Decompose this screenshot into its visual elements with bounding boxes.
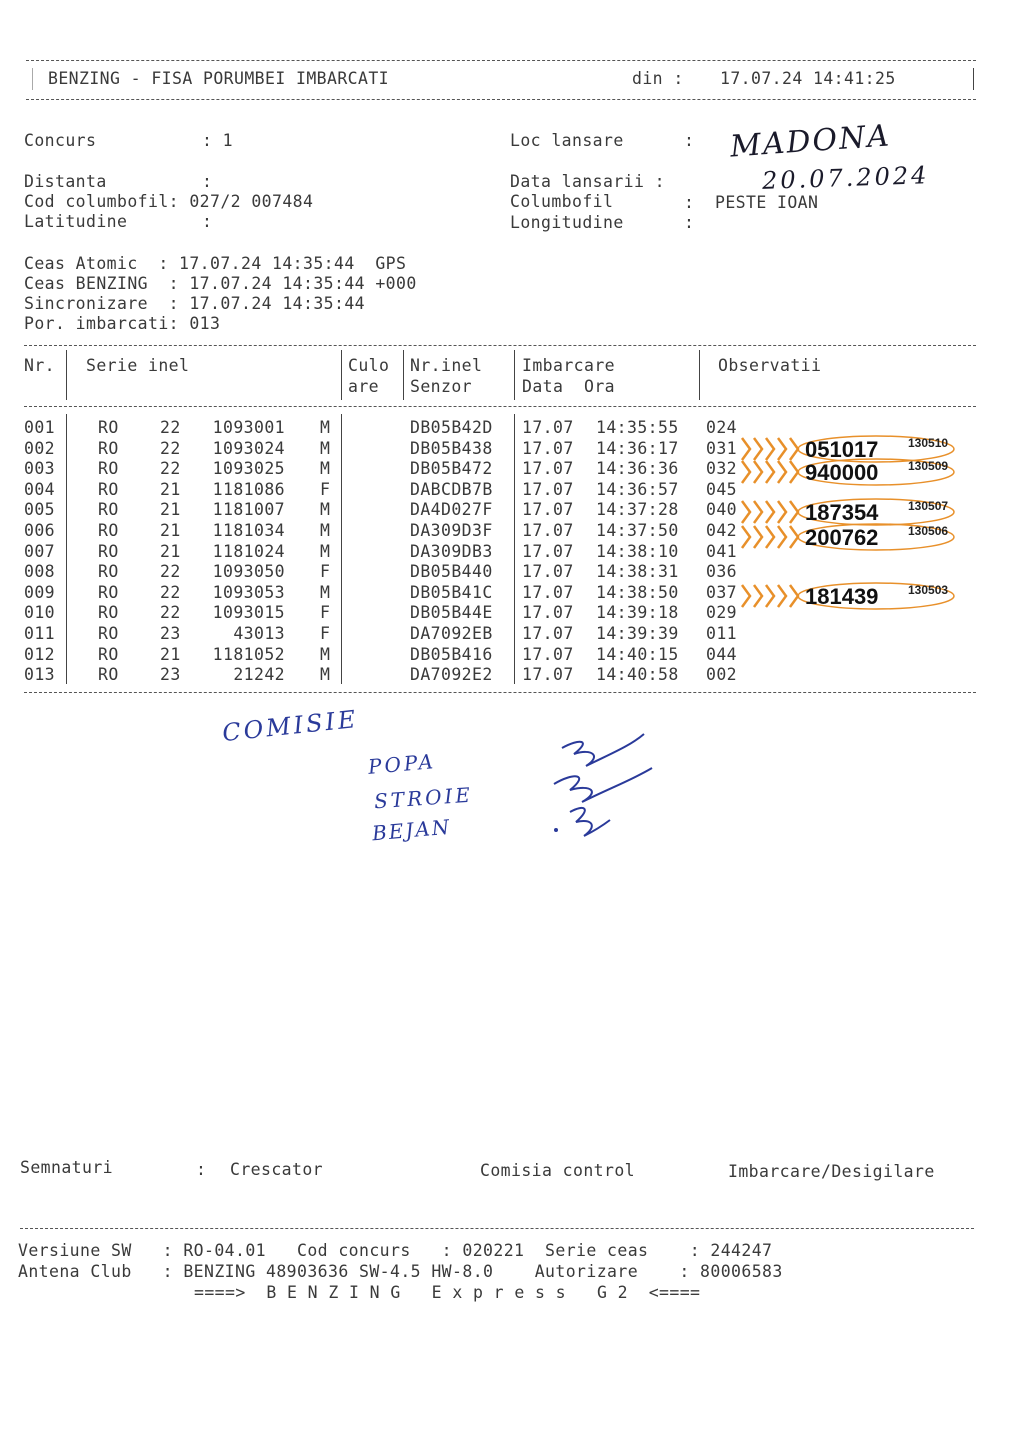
loc-lansare-label: Loc lansare	[510, 131, 624, 150]
handwritten-comisie: COMISIE	[220, 704, 360, 748]
crescator-label: Crescator	[230, 1160, 324, 1179]
cell-sensor: DB05B438	[410, 438, 493, 458]
cell-obs: 041	[706, 541, 738, 561]
cell-date: 17.07	[522, 644, 574, 664]
cell-sensor: DA309D3F	[410, 521, 493, 540]
cod-columbofil: Cod columbofil: 027/2 007484	[24, 192, 314, 211]
table-header-bottom-border	[24, 406, 976, 407]
cell-sensor: DABCDB7B	[410, 479, 493, 499]
cell-sensor: DA7092EB	[410, 624, 493, 643]
cell-obs: 036	[706, 562, 738, 582]
cell-year: 22	[160, 438, 181, 458]
th-culoare-1: Culo	[348, 356, 390, 375]
cell-country: RO	[98, 644, 119, 664]
cell-obs: 037	[706, 582, 738, 602]
distanta-value: :	[202, 172, 213, 191]
sticker-code: 130509	[908, 459, 949, 473]
cell-obs: 044	[706, 644, 738, 664]
table-row	[0, 665, 1024, 686]
cell-sensor: DB05B42D	[410, 418, 493, 437]
cell-sex: M	[320, 521, 331, 540]
distanta-label: Distanta	[24, 172, 107, 191]
cell-nr: 003	[24, 459, 56, 479]
cell-time: 14:39:18	[596, 603, 679, 623]
cell-country: RO	[98, 624, 119, 643]
cell-country: RO	[98, 500, 119, 520]
cell-date: 17.07	[522, 562, 574, 582]
latitudine-label: Latitudine	[24, 212, 128, 231]
sticker-number: 200762	[805, 525, 879, 550]
cell-sex: F	[320, 479, 331, 499]
signatures-drawn	[540, 726, 670, 876]
sticker-number: 940000	[805, 460, 879, 485]
cell-ring: 1093053	[212, 582, 285, 602]
cell-sex: M	[320, 459, 331, 479]
sticker-code: 130506	[908, 524, 949, 538]
handwritten-name-1: POPA	[367, 749, 437, 779]
cell-time: 14:38:50	[596, 582, 679, 602]
cell-date: 17.07	[522, 438, 574, 458]
table-bottom-border	[24, 692, 976, 693]
header-left-border	[32, 68, 33, 90]
por-imbarcati: Por. imbarcati: 013	[24, 314, 221, 333]
cell-time: 14:38:31	[596, 562, 679, 582]
cell-ring: 1093024	[212, 438, 285, 458]
cell-sex: M	[320, 418, 331, 437]
cell-obs: 024	[706, 418, 738, 437]
handwritten-name-3: BEJAN	[371, 814, 453, 846]
header-bottom-border	[26, 99, 976, 100]
comisia-label: Comisia control	[480, 1161, 636, 1180]
th-nr: Nr.	[24, 356, 56, 375]
cell-nr: 008	[24, 562, 56, 582]
cell-obs: 045	[706, 479, 738, 499]
th-nrinel-2: Senzor	[410, 377, 473, 396]
cell-time: 14:36:17	[596, 438, 679, 458]
cell-ring: 1093015	[212, 603, 285, 623]
columbofil-label: Columbofil	[510, 192, 614, 211]
seal-sticker	[738, 522, 976, 552]
cell-nr: 012	[24, 644, 56, 664]
cell-date: 17.07	[522, 418, 574, 437]
th-imbarcare-2: Data Ora	[522, 377, 616, 396]
cell-sex: F	[320, 624, 331, 643]
cell-year: 22	[160, 562, 181, 582]
cell-year: 21	[160, 541, 181, 561]
th-observatii: Observatii	[718, 356, 822, 375]
col-divider-culo	[403, 350, 404, 400]
cell-obs: 002	[706, 665, 738, 685]
data-lansarii-label: Data lansarii :	[510, 172, 666, 191]
doc-title: BENZING - FISA PORUMBEI IMBARCATI	[48, 69, 390, 88]
cell-date: 17.07	[522, 603, 574, 623]
cell-country: RO	[98, 418, 119, 437]
cell-sex: M	[320, 665, 331, 685]
cell-obs: 040	[706, 500, 738, 520]
cell-sensor: DB05B440	[410, 562, 493, 582]
cell-nr: 006	[24, 521, 56, 540]
cell-time: 14:36:36	[596, 459, 679, 479]
cell-ring: 1181007	[212, 500, 285, 520]
cell-ring: 1181086	[212, 479, 285, 499]
cell-year: 21	[160, 644, 181, 664]
cell-date: 17.07	[522, 521, 574, 540]
cell-nr: 005	[24, 500, 56, 520]
cell-country: RO	[98, 603, 119, 623]
cell-sex: M	[320, 500, 331, 520]
cell-sensor: DA4D027F	[410, 500, 493, 520]
cell-time: 14:39:39	[596, 624, 679, 643]
cell-country: RO	[98, 479, 119, 499]
handwritten-name-2: STROIE	[373, 782, 474, 814]
concurs-label: Concurs	[24, 131, 97, 150]
data-lansarii-handwritten: 20.07.2024	[761, 161, 930, 195]
cell-date: 17.07	[522, 582, 574, 602]
sincronizare: Sincronizare : 17.07.24 14:35:44	[24, 294, 366, 313]
cell-ring: 1181024	[212, 541, 285, 561]
cell-nr: 013	[24, 665, 56, 685]
cell-year: 21	[160, 521, 181, 540]
longitudine-label: Longitudine	[510, 213, 624, 232]
cell-sex: F	[320, 603, 331, 623]
cell-sex: M	[320, 644, 331, 664]
loc-lansare-handwritten: MADONA	[728, 118, 892, 165]
cell-sex: M	[320, 582, 331, 602]
th-serie: Serie inel	[86, 356, 190, 375]
cell-nr: 002	[24, 438, 56, 458]
cell-time: 14:37:28	[596, 500, 679, 520]
footer-top-border	[20, 1228, 974, 1229]
th-nrinel-1: Nr.inel	[410, 356, 483, 375]
cell-obs: 042	[706, 521, 738, 540]
cell-ring: 1181034	[212, 521, 285, 540]
cell-sensor: DB05B416	[410, 644, 493, 664]
cell-nr: 001	[24, 418, 56, 437]
footer-brand: ====> B E N Z I N G E x p r e s s G 2 <====	[194, 1283, 701, 1302]
columbofil-value: : PESTE IOAN	[684, 193, 819, 212]
sticker-code: 130510	[908, 436, 949, 450]
cell-sensor: DB05B472	[410, 459, 493, 479]
cell-time: 14:40:58	[596, 665, 679, 685]
cell-sex: F	[320, 562, 331, 582]
cell-time: 14:35:55	[596, 418, 679, 437]
cell-date: 17.07	[522, 541, 574, 561]
cell-date: 17.07	[522, 665, 574, 685]
cell-country: RO	[98, 459, 119, 479]
cell-year: 21	[160, 479, 181, 499]
cell-year: 22	[160, 582, 181, 602]
cell-country: RO	[98, 582, 119, 602]
th-imbarcare-1: Imbarcare	[522, 356, 616, 375]
cell-time: 14:36:57	[596, 479, 679, 499]
sticker-number: 187354	[805, 500, 879, 525]
table-row	[0, 645, 1024, 666]
cell-ring: 43013	[233, 624, 285, 643]
table-top-border	[24, 345, 976, 346]
cell-country: RO	[98, 665, 119, 685]
table-row	[0, 624, 1024, 645]
cell-ring: 21242	[233, 665, 285, 685]
cell-nr: 009	[24, 582, 56, 602]
cell-sensor: DA7092E2	[410, 665, 493, 685]
cell-country: RO	[98, 438, 119, 458]
header-top-border	[26, 60, 976, 61]
semnaturi-sep: :	[196, 1160, 207, 1179]
cell-nr: 011	[24, 624, 56, 643]
cell-time: 14:38:10	[596, 541, 679, 561]
th-culoare-2: are	[348, 377, 380, 396]
cell-ring: 1093050	[212, 562, 285, 582]
cell-sensor: DA309DB3	[410, 541, 493, 561]
imbarcare-label: Imbarcare/Desigilare	[728, 1162, 935, 1181]
cell-nr: 007	[24, 541, 56, 561]
cell-sex: M	[320, 438, 331, 458]
cell-obs: 031	[706, 438, 738, 458]
cell-year: 22	[160, 418, 181, 437]
ceas-atomic: Ceas Atomic : 17.07.24 14:35:44 GPS	[24, 254, 407, 273]
sticker-number: 181439	[805, 584, 879, 609]
cell-country: RO	[98, 541, 119, 561]
col-divider-senzor	[514, 350, 515, 400]
cell-date: 17.07	[522, 624, 574, 643]
footer-version: Versiune SW : RO-04.01 Cod concurs : 020221 Serie ceas : 244247	[18, 1241, 773, 1260]
cell-year: 22	[160, 459, 181, 479]
seal-sticker	[738, 457, 976, 487]
cell-country: RO	[98, 521, 119, 540]
seal-sticker	[738, 581, 976, 611]
cell-date: 17.07	[522, 479, 574, 499]
concurs-value: : 1	[202, 131, 234, 150]
cell-country: RO	[98, 562, 119, 582]
latitudine-value: :	[202, 212, 213, 231]
print-datetime: 17.07.24 14:41:25	[720, 69, 896, 88]
table-row	[0, 562, 1024, 583]
semnaturi-label: Semnaturi	[20, 1158, 114, 1177]
cell-ring: 1093025	[212, 459, 285, 479]
sticker-code: 130503	[908, 583, 949, 597]
col-divider-serie	[341, 350, 342, 400]
cell-sex: M	[320, 541, 331, 561]
cell-date: 17.07	[522, 500, 574, 520]
cell-obs: 011	[706, 624, 738, 643]
header-right-border	[973, 68, 974, 90]
cell-year: 21	[160, 500, 181, 520]
cell-ring: 1093001	[212, 418, 285, 437]
ceas-benzing: Ceas BENZING : 17.07.24 14:35:44 +000	[24, 274, 417, 293]
cell-ring: 1181052	[212, 644, 285, 664]
cell-year: 23	[160, 624, 181, 643]
longitudine-value: :	[684, 213, 695, 232]
cell-nr: 004	[24, 479, 56, 499]
footer-antena: Antena Club : BENZING 48903636 SW-4.5 HW-8.0 Autorizare : 80006583	[18, 1262, 783, 1281]
din-label: din :	[632, 69, 684, 88]
cell-time: 14:40:15	[596, 644, 679, 664]
cell-year: 23	[160, 665, 181, 685]
cell-obs: 032	[706, 459, 738, 479]
cell-obs: 029	[706, 603, 738, 623]
cell-time: 14:37:50	[596, 521, 679, 540]
cell-year: 22	[160, 603, 181, 623]
sticker-code: 130507	[908, 499, 949, 513]
sticker-number: 051017	[805, 437, 879, 462]
cell-sensor: DB05B44E	[410, 603, 493, 623]
cell-sensor: DB05B41C	[410, 582, 493, 602]
col-divider-imbarcare	[699, 350, 700, 400]
cell-date: 17.07	[522, 459, 574, 479]
loc-lansare-sep: :	[684, 131, 695, 150]
col-divider-nr	[66, 350, 67, 400]
cell-nr: 010	[24, 603, 56, 623]
